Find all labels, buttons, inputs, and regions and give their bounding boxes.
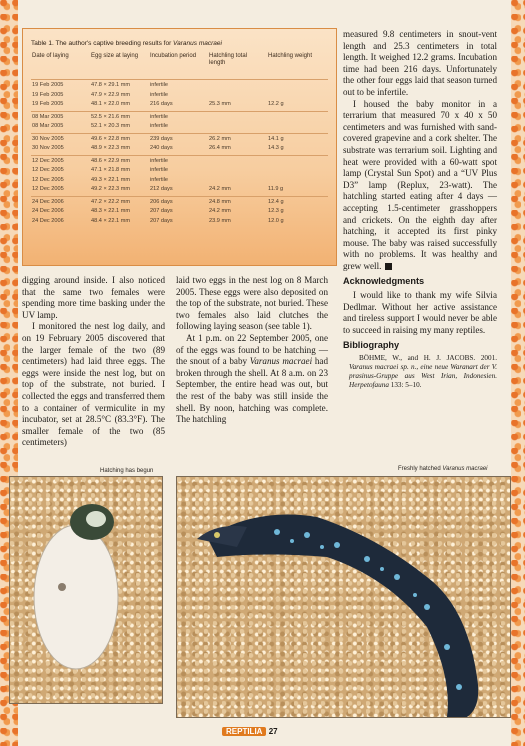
table-row-group (31, 79, 328, 111)
table-cell: 207 days (150, 208, 173, 214)
table-cell: 19 Feb 2005 (32, 91, 64, 98)
acknowledgments-heading: Acknowledgments (343, 276, 425, 287)
table-cell: 12.3 g (268, 208, 284, 214)
table-row (31, 113, 328, 123)
table-cell: 08 Mar 2005 (32, 123, 64, 129)
paragraph: I housed the baby monitor in a terrarium that measured 70 x 40 x 50 centimeters and was furnished with sand-covered grapevine and a cork shelter. The substrate was terrarium soil. Lighting and heat were provided with a 60-watt spot lamp (Crystal Sun Spot) and a “UV Plus D3” lamp (Replux, 23-watt). The hatchling started eating after 4 days — accepting 1.5-centimeter grasshoppers and crickets. On the eighth day after hatching, it accepted its first pinky mouse. The baby was raised successfully with no problems. It was healthy and grew well. (343, 98, 497, 271)
table-cell: infertile (150, 167, 169, 173)
table-cell: infertile (150, 157, 169, 164)
table-cell: 12 Dec 2005 (32, 176, 64, 183)
table-cell: 47.2 × 22.2 mm (91, 198, 131, 205)
page-number: 27 (268, 727, 278, 736)
table-caption: Table 1. The author's captive breeding results for Varanus macraei (31, 40, 222, 47)
table-cell: 240 days (150, 145, 173, 151)
table-cell: 212 days (150, 186, 173, 192)
table-cell: 48.6 × 22.9 mm (91, 157, 131, 164)
table-cell: 19 Feb 2005 (32, 101, 64, 107)
header-weight: Hatchling weight (268, 53, 313, 59)
table-cell: 12 Dec 2005 (32, 167, 64, 173)
photo-caption-left: Hatching has begun (100, 468, 154, 474)
table-row (31, 144, 328, 154)
hatching-egg-photo (9, 476, 163, 704)
table-row-group (31, 111, 328, 133)
monitor-lizard-illustration (177, 477, 510, 717)
table-cell: 52.5 × 21.6 mm (91, 113, 131, 120)
table-cell: 207 days (150, 217, 173, 224)
bibliography-entry: BÖHME, W., and H. J. JACOBS. 2001. Varanus macraei sp. n., eine neue Waranart der V. prasinus-Gruppe aus West Irian, Indonesien. Herpetofauna 133: 5–10. (349, 354, 497, 390)
table-cell: 48.4 × 22.1 mm (91, 217, 131, 224)
table-cell: infertile (150, 123, 169, 129)
table-row (31, 185, 328, 195)
header-date: Date of laying (32, 53, 69, 59)
photo-caption-right: Freshly hatched Varanus macraei (398, 466, 488, 472)
table-row (31, 122, 328, 132)
table-row (31, 176, 328, 186)
table-row-group (31, 196, 328, 228)
table-cell: 12.0 g (268, 217, 284, 224)
table-cell: 24 Dec 2006 (32, 217, 64, 224)
table-cell: 12 Dec 2005 (32, 186, 64, 192)
page-footer (222, 727, 278, 736)
header-incubation: Incubation period (150, 53, 197, 59)
table-row (31, 100, 328, 110)
column-middle (176, 275, 328, 426)
table-cell: infertile (150, 113, 169, 120)
paragraph: digging around inside. I also noticed that the same two females were spending more time basking under the UV lamp. (22, 275, 165, 320)
table-cell: 239 days (150, 135, 173, 142)
table-cell: 11.9 g (268, 186, 284, 192)
table-row (31, 135, 328, 145)
table-row (31, 217, 328, 227)
table-cell: infertile (150, 82, 169, 88)
table-cell: 24.2 mm (209, 208, 231, 214)
table-row (31, 81, 328, 91)
table-cell: 52.1 × 20.3 mm (91, 123, 131, 129)
paragraph: I monitored the nest log daily, and on 19 February 2005 discovered that the larger female of the two (89 centimeters) had laid three eggs. The eggs were inside the nest log, but on top of the substrate, not buried. I collected the eggs and transferred them to a container of vermiculite in my incubator, set at 28.5°C (83.3°F). The smaller female of the two (85 centimeters) (22, 321, 165, 448)
magazine-brand: REPTILIA (222, 727, 266, 736)
table-cell: 24 Dec 2006 (32, 198, 64, 205)
paragraph: measured 9.8 centimeters in snout-vent length and 25.3 centimeters in total length. It weighed 12.2 grams. Incubation time had been 216 days. Unfortunately the other four eggs laid that season turned out to be infertile. (343, 29, 497, 97)
bibliography-heading: Bibliography (343, 340, 400, 351)
table-cell: 47.9 × 22.9 mm (91, 91, 131, 98)
table-cell: infertile (150, 91, 169, 98)
table-cell: 25.3 mm (209, 101, 231, 107)
table-cell: 49.6 × 22.8 mm (91, 135, 131, 142)
table-cell: 47.1 × 21.8 mm (91, 167, 131, 173)
table-cell: 14.3 g (268, 145, 284, 151)
table-body (31, 79, 328, 227)
table-cell: infertile (150, 176, 169, 183)
table-cell: 48.9 × 22.3 mm (91, 145, 131, 151)
table-row (31, 198, 328, 208)
table-cell: 12 Dec 2005 (32, 157, 64, 164)
breeding-results-table (22, 28, 337, 266)
decorative-border-right (511, 0, 525, 746)
table-row-group (31, 133, 328, 155)
table-cell: 47.8 × 29.1 mm (91, 82, 131, 88)
table-row (31, 166, 328, 176)
table-cell: 206 days (150, 198, 173, 205)
table-cell: 30 Nov 2005 (32, 145, 64, 151)
column-right-top (343, 29, 497, 390)
table-cell: 49.2 × 22.3 mm (91, 186, 131, 192)
table-cell: 30 Nov 2005 (32, 135, 64, 142)
table-cell: 23.9 mm (209, 217, 231, 224)
table-cell: 14.1 g (268, 135, 284, 142)
paragraph: At 1 p.m. on 22 September 2005, one of the eggs was found to be hatching — the snout of a baby Varanus macraei had broken through the shell. At 8 a.m. on 23 September, the entire head was out, but the rest of the baby was still inside the shell. By noon, hatching was complete. The hatchling (176, 332, 328, 425)
table-cell: 24 Dec 2006 (32, 208, 64, 214)
table-cell: 26.2 mm (209, 135, 231, 142)
table-cell: 19 Feb 2005 (32, 82, 64, 88)
hatching-egg-illustration (10, 477, 162, 703)
column-left (22, 275, 165, 449)
table-row-group (31, 155, 328, 196)
table-cell: 24.2 mm (209, 186, 231, 192)
table-row (31, 207, 328, 217)
acknowledgments-text: I would like to thank my wife Silvia Dedlmar. Without her active assistance and tireless support I would never be able to succeed in raising my many reptiles. (343, 290, 497, 335)
table-cell: 26.4 mm (209, 145, 231, 151)
table-cell: 24.8 mm (209, 198, 231, 205)
table-cell: 49.3 × 22.1 mm (91, 176, 131, 183)
table-cell: 12.2 g (268, 101, 284, 107)
table-cell: 48.1 × 22.0 mm (91, 101, 131, 107)
table-cell: 12.4 g (268, 198, 284, 205)
paragraph: laid two eggs in the nest log on 8 March 2005. These eggs were also deposited on the top of the substrate, not buried. These two females also laid clutches the following laying season (see table 1). (176, 275, 328, 332)
table-row (31, 91, 328, 101)
table-header (31, 53, 328, 75)
table-cell: 216 days (150, 101, 173, 107)
table-cell: 48.3 × 22.1 mm (91, 208, 131, 214)
header-total-length: Hatchling total length (209, 53, 248, 66)
hatchling-monitor-photo (176, 476, 511, 718)
table-row (31, 157, 328, 167)
header-egg-size: Egg size at laying (91, 53, 139, 59)
end-mark-icon (385, 263, 392, 270)
table-cell: 08 Mar 2005 (32, 113, 64, 120)
